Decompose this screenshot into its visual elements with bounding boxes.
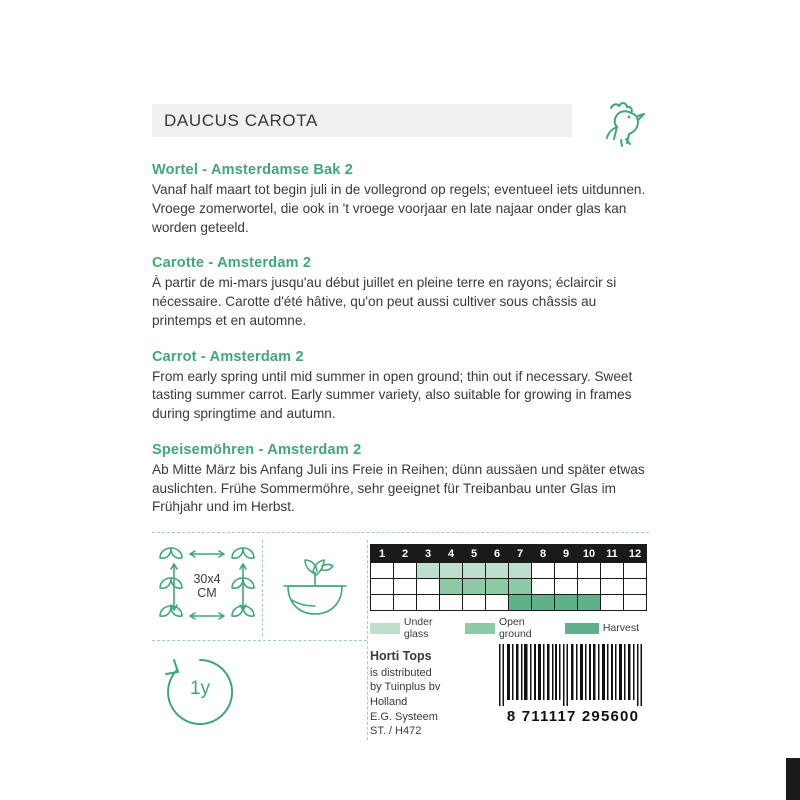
calendar-cell-glass — [486, 563, 509, 579]
legend-label-glass: Under glass — [403, 616, 433, 640]
calendar-cell-empty — [417, 579, 440, 595]
brand-name: Horti Tops — [370, 649, 432, 663]
icons-and-calendar-area — [152, 536, 649, 736]
calendar-cell-empty — [463, 595, 486, 611]
calendar-cell-harvest — [578, 595, 601, 611]
legend-swatch-open — [465, 623, 495, 634]
legend-item-harvest — [565, 622, 639, 634]
calendar-cell-empty — [440, 595, 463, 611]
calendar-cell-empty — [578, 563, 601, 579]
calendar-cell-harvest — [555, 595, 578, 611]
block-title-en: Carrot - Amsterdam 2 — [152, 348, 304, 365]
legend-swatch-glass — [370, 623, 400, 634]
calendar-cell-empty — [394, 595, 417, 611]
month-header: 2 — [394, 545, 417, 563]
distributor-line: ST. / H472 — [370, 725, 422, 738]
calendar-legend — [370, 616, 647, 640]
block-title-nl: Wortel - Amsterdamse Bak 2 — [152, 162, 354, 178]
legend-item-glass — [370, 616, 453, 640]
month-header: 11 — [601, 545, 624, 563]
calendar-cell-open — [463, 579, 486, 595]
month-header: 6 — [486, 545, 509, 563]
calendar-cell-empty — [601, 563, 624, 579]
calendar-cell-empty — [371, 563, 394, 579]
month-header: 3 — [417, 545, 440, 563]
header — [152, 104, 649, 144]
calendar-cell-empty — [601, 579, 624, 595]
calendar-cell-empty — [624, 595, 647, 611]
spacing-label — [180, 572, 234, 601]
seedling-in-pot-icon — [270, 542, 360, 628]
language-block-de — [152, 442, 649, 517]
calendar-cell-open — [509, 579, 532, 595]
block-title-fr: Carotte - Amsterdam 2 — [152, 255, 312, 272]
language-block-fr — [152, 255, 649, 330]
calendar-cell-empty — [532, 563, 555, 579]
calendar-table — [370, 544, 647, 611]
rooster-icon — [593, 98, 651, 150]
legend-item-open — [465, 616, 553, 640]
language-block-en — [152, 349, 649, 424]
calendar-header-row — [371, 545, 647, 563]
calendar-row — [371, 579, 647, 595]
calendar-cell-empty — [578, 579, 601, 595]
legend-swatch-harvest — [565, 623, 599, 634]
spacing-unit: CM — [197, 586, 217, 601]
block-body-en: From early spring until mid summer in open ground; thin out if necessary. Sweet tasting summer carrot. Early summer variety, also suitable for growing in frames during springtime and autumn. — [152, 368, 633, 421]
calendar-cell-harvest — [509, 595, 532, 611]
spacing-distance: 30x4 — [193, 572, 221, 586]
distributor-line: E.G. Systeem — [370, 710, 438, 723]
page-title: DAUCUS CAROTA — [164, 111, 318, 130]
calendar-body — [371, 563, 647, 611]
calendar-cell-empty — [371, 595, 394, 611]
calendar-row — [371, 563, 647, 579]
legend-label-harvest: Harvest — [602, 622, 639, 634]
calendar-cell-empty — [394, 563, 417, 579]
calendar-cell-empty — [417, 595, 440, 611]
month-header: 10 — [578, 545, 601, 563]
calendar-cell-glass — [440, 563, 463, 579]
month-header: 12 — [624, 545, 647, 563]
sowing-calendar — [370, 544, 647, 640]
calendar-cell-glass — [509, 563, 532, 579]
calendar-cell-empty — [532, 579, 555, 595]
calendar-cell-empty — [601, 595, 624, 611]
content-area — [152, 104, 649, 517]
distributor-line: Holland — [370, 695, 408, 708]
month-header: 1 — [371, 545, 394, 563]
calendar-cell-empty — [555, 579, 578, 595]
block-body-fr: À partir de mi-mars jusqu'au début juillet en pleine terre en rayons; éclaircir si nécessaire. Carotte d'été hâtive, qu'on peut aussi cultiver sous châssis au printemps et en automne. — [152, 275, 617, 328]
print-corner-mark — [786, 758, 800, 800]
month-header: 7 — [509, 545, 532, 563]
calendar-cell-harvest — [532, 595, 555, 611]
calendar-cell-glass — [463, 563, 486, 579]
distributor-line: is distributed — [370, 666, 432, 679]
calendar-cell-empty — [624, 579, 647, 595]
month-header: 9 — [555, 545, 578, 563]
language-block-nl — [152, 162, 649, 237]
calendar-cell-open — [440, 579, 463, 595]
month-header: 4 — [440, 545, 463, 563]
divider-horizontal-top — [152, 532, 649, 533]
month-header: 5 — [463, 545, 486, 563]
block-body-nl: Vanaf half maart tot begin juli in de vollegrond op regels; eventueel iets uitdunnen. Vroege zomerwortel, die ook in 't vroege voorjaar en late najaar onder glas kan worden geteeld. — [152, 182, 646, 235]
calendar-cell-empty — [394, 579, 417, 595]
barcode-number: 8 711117 295600 — [506, 708, 640, 725]
barcode-bars — [497, 644, 649, 706]
shelf-life-label: 1y — [189, 678, 211, 699]
calendar-cell-glass — [417, 563, 440, 579]
barcode — [497, 644, 649, 725]
legend-label-open: Open ground — [498, 616, 532, 640]
distributor-line: by Tuinplus bv — [370, 681, 441, 694]
calendar-cell-open — [486, 579, 509, 595]
calendar-cell-empty — [624, 563, 647, 579]
calendar-cell-empty — [371, 579, 394, 595]
distributor-info — [370, 648, 440, 739]
month-header: 8 — [532, 545, 555, 563]
calendar-cell-empty — [555, 563, 578, 579]
calendar-row — [371, 595, 647, 611]
block-body-de: Ab Mitte März bis Anfang Juli ins Freie in Reihen; dünn aussäen und später etwas auslichten. Frühe Sommermöhre, sehr geeignet für Treibanbau unter Glas im Frühjahr und im Herbst. — [152, 461, 645, 515]
block-title-de: Speisemöhren - Amsterdam 2 — [152, 441, 362, 458]
calendar-cell-empty — [486, 595, 509, 611]
